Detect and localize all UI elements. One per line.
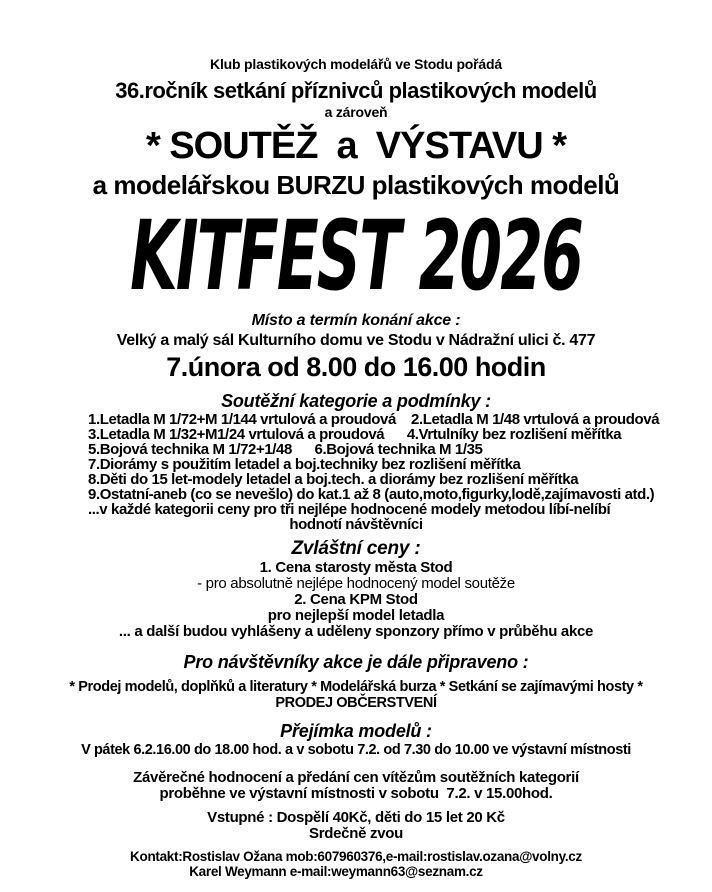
prize1-title: 1. Cena starosty města Stod [259, 559, 453, 576]
organizer-line: Klub plastikových modelářů ve Stodu pořádá [210, 56, 502, 72]
category-item: 8.Děti do 15 let-modely letadel a boj.tech. a diorámy bez rozlišení měřítka [88, 471, 579, 488]
category-item: 5.Bojová technika M 1/72+1/48 6.Bojová technika M 1/35 [88, 441, 483, 458]
refreshments-line: PRODEJ OBČERSTVENÍ [275, 695, 437, 711]
venue-address: Velký a malý sál Kulturního domu ve Stodu v Nádražní ulici č. 477 [116, 332, 596, 349]
visitors-section [0, 652, 712, 711]
contest-exhibition-line: * SOUTĚŽ a VÝSTAVU * [145, 125, 566, 167]
reception-section [0, 721, 712, 758]
visitors-heading: Pro návštěvníky akce je dále připraveno : [183, 652, 529, 672]
categories-list [0, 412, 712, 517]
event-datetime: 7.února od 8.00 do 16.00 hodin [166, 352, 546, 382]
admission-section [0, 810, 712, 841]
special-prizes-heading: Zvláštní ceny : [291, 538, 421, 559]
also-line: a zároveň [324, 104, 388, 120]
category-item: 3.Letadla M 1/32+M1/24 vrtulová a proudová 4.Vrtulníky bez rozlišení měřítka [88, 426, 622, 443]
venue-section [0, 311, 712, 383]
prize2-description: pro nejlepší model letadla [267, 607, 445, 624]
closing-section [0, 770, 712, 802]
special-prizes-section [0, 538, 712, 640]
prize2-title: 2. Cena KPM Stod [294, 591, 418, 608]
edition-line: 36.ročník setkání příznivců plastikových modelů [115, 78, 597, 103]
category-item: 1.Letadla M 1/72+M 1/144 vrtulová a proudová 2.Letadla M 1/48 vrtulová a proudová [88, 411, 660, 428]
contact-line-2: Karel Weymann e-mail:weymann63@seznam.cz [189, 863, 483, 879]
visitors-offer-line: * Prodej modelů, doplňků a literatury * Modelářská burza * Setkání se zajímavými hosty * [69, 679, 643, 695]
more-prizes-line: ... a další budou vyhlášeny a uděleny sponzory přímo v průběhu akce [118, 623, 594, 640]
closing-line-2: proběhne ve výstavní místnosti v sobotu 7.2. v 15.00hod. [159, 785, 553, 802]
venue-heading: Místo a termín konání akce : [251, 312, 461, 329]
closing-line-1: Závěrečné hodnocení a předání cen vítězům soutěžních kategorií [133, 769, 579, 786]
invitation-line: Srdečně zvou [309, 824, 403, 842]
categories-footer: hodnotí návštěvníci [289, 516, 423, 533]
category-item: 7.Diorámy s použitím letadel a boj.techniky bez rozlišení měřítka [88, 456, 521, 473]
categories-heading: Soutěžní kategorie a podmínky : [221, 391, 491, 411]
event-title: KITFEST 2026 [130, 200, 582, 312]
contacts-section [0, 850, 712, 879]
contact-line-1: Kontakt:Rostislav Ožana mob:607960376,e-mail:rostislav.ozana@volny.cz [130, 849, 582, 864]
reception-times-line: V pátek 6.2.16.00 do 18.00 hod. a v sobotu 7.2. od 7.30 do 10.00 ve výstavní místnosti [81, 742, 631, 758]
burza-line: a modelářskou BURZU plastikových modelů [92, 170, 620, 200]
category-item: 9.Ostatní-aneb (co se nevešlo) do kat.1 až 8 (auto,moto,figurky,lodě,zajímavosti atd.) [88, 486, 655, 503]
categories-section [0, 391, 712, 532]
categories-note: ...v každé kategorii ceny pro tři nejlépe hodnocené modely metodou líbí-nelíbí [88, 501, 611, 518]
admission-fee-line: Vstupné : Dospělí 40Kč, děti do 15 let 20 Kč [207, 809, 505, 826]
reception-heading: Přejímka modelů : [280, 721, 432, 741]
prize1-description: - pro absolutně nejlépe hodnocený model soutěže [197, 575, 515, 592]
